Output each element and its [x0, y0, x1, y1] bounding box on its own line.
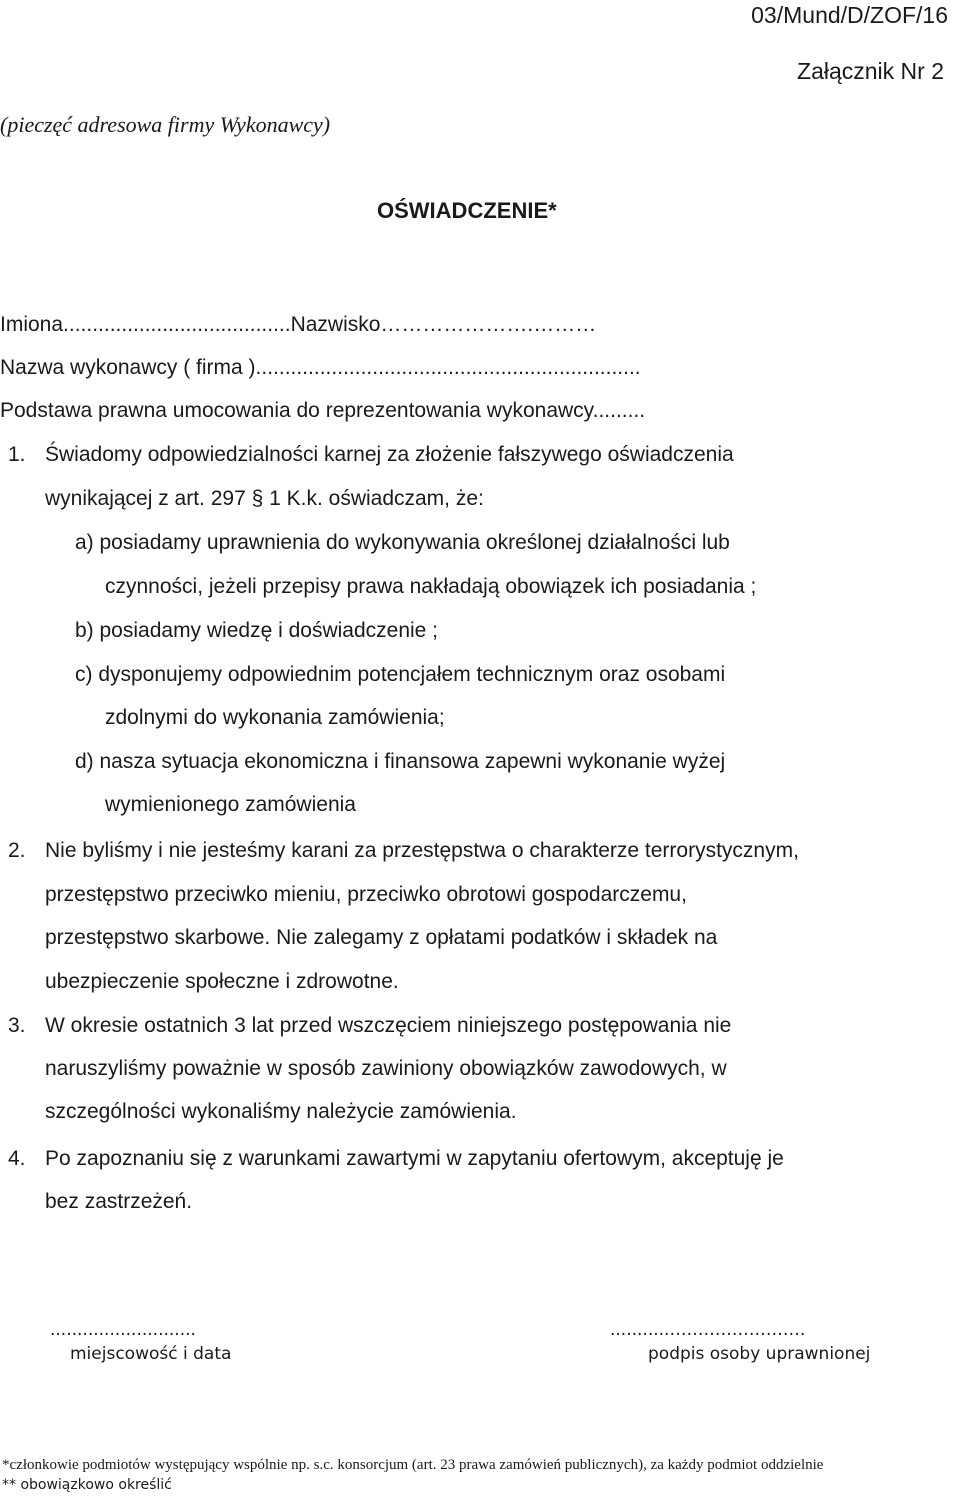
- clause-3-line: W okresie ostatnich 3 lat przed wszczęciem niniejszego postępowania nie: [45, 1014, 732, 1037]
- clause-1-number: 1.: [8, 443, 26, 466]
- clause-3-line: naruszyliśmy poważnie w sposób zawiniony obowiązków zawodowych, w: [45, 1057, 727, 1080]
- clause-1-item-b: b) posiadamy wiedzę i doświadczenie ;: [75, 619, 439, 642]
- signature-dots: ...........……………………: [610, 1320, 806, 1340]
- company-stamp-note: (pieczęć adresowa firmy Wykonawcy): [0, 112, 331, 137]
- clause-1-item-d: d) nasza sytuacja ekonomiczna i finansowa zapewni wykonanie wyżej: [75, 750, 726, 773]
- clause-1-item-d-cont: wymienionego zamówienia: [105, 793, 356, 816]
- place-date-label: miejscowość i data: [70, 1344, 232, 1364]
- clause-1-line: wynikającej z art. 297 § 1 K.k. oświadczam, że:: [45, 487, 484, 510]
- clause-2-line: przestępstwo przeciwko mieniu, przeciwko obrotowi gospodarczemu,: [45, 883, 687, 906]
- clause-4-line: bez zastrzeżeń.: [45, 1190, 193, 1213]
- names-field-line: Imiona.......................................Nazwisko………………….………: [0, 313, 597, 336]
- clause-4-line: Po zapoznaniu się z warunkami zawartymi w zapytaniu ofertowym, akceptuję je: [45, 1147, 784, 1170]
- clause-1-line: Świadomy odpowiedzialności karnej za złożenie fałszywego oświadczenia: [45, 443, 734, 466]
- clause-2-line: ubezpieczenie społeczne i zdrowotne.: [45, 970, 399, 993]
- annex-label: Załącznik Nr 2: [797, 58, 944, 84]
- signature-label: podpis osoby uprawnionej: [648, 1344, 871, 1364]
- footnote-joint-entities: *członkowie podmiotów występujący wspólnie np. s.c. konsorcjum (art. 23 prawa zamówień publicznych), za każdy podmiot oddzielnie: [2, 1457, 824, 1473]
- contractor-name-field-line: Nazwa wykonawcy ( firma )..................................................................: [0, 356, 641, 379]
- clause-2-number: 2.: [8, 839, 26, 862]
- clause-2-line: Nie byliśmy i nie jesteśmy karani za przestępstwa o charakterze terrorystycznym,: [45, 839, 799, 862]
- footnote-mandatory: ** obowiązkowo określić: [2, 1477, 172, 1493]
- clause-1-item-c-cont: zdolnymi do wykonania zamówienia;: [105, 706, 445, 729]
- place-date-dots: ...........................: [50, 1320, 196, 1340]
- clause-1-item-a: a) posiadamy uprawnienia do wykonywania określonej działalności lub: [75, 531, 730, 554]
- clause-2-line: przestępstwo skarbowe. Nie zalegamy z opłatami podatków i składek na: [45, 926, 718, 949]
- document-number: 03/Mund/D/ZOF/16: [751, 2, 948, 28]
- document-title: OŚWIADCZENIE*: [377, 198, 557, 223]
- clause-1-item-c: c) dysponujemy odpowiednim potencjałem technicznym oraz osobami: [75, 663, 726, 686]
- legal-basis-field-line: Podstawa prawna umocowania do reprezentowania wykonawcy.........: [0, 399, 646, 422]
- clause-4-number: 4.: [8, 1147, 26, 1170]
- clause-1-item-a-cont: czynności, jeżeli przepisy prawa nakładają obowiązek ich posiadania ;: [105, 575, 757, 598]
- clause-3-number: 3.: [8, 1014, 26, 1037]
- clause-3-line: szczególności wykonaliśmy należycie zamówienia.: [45, 1100, 517, 1123]
